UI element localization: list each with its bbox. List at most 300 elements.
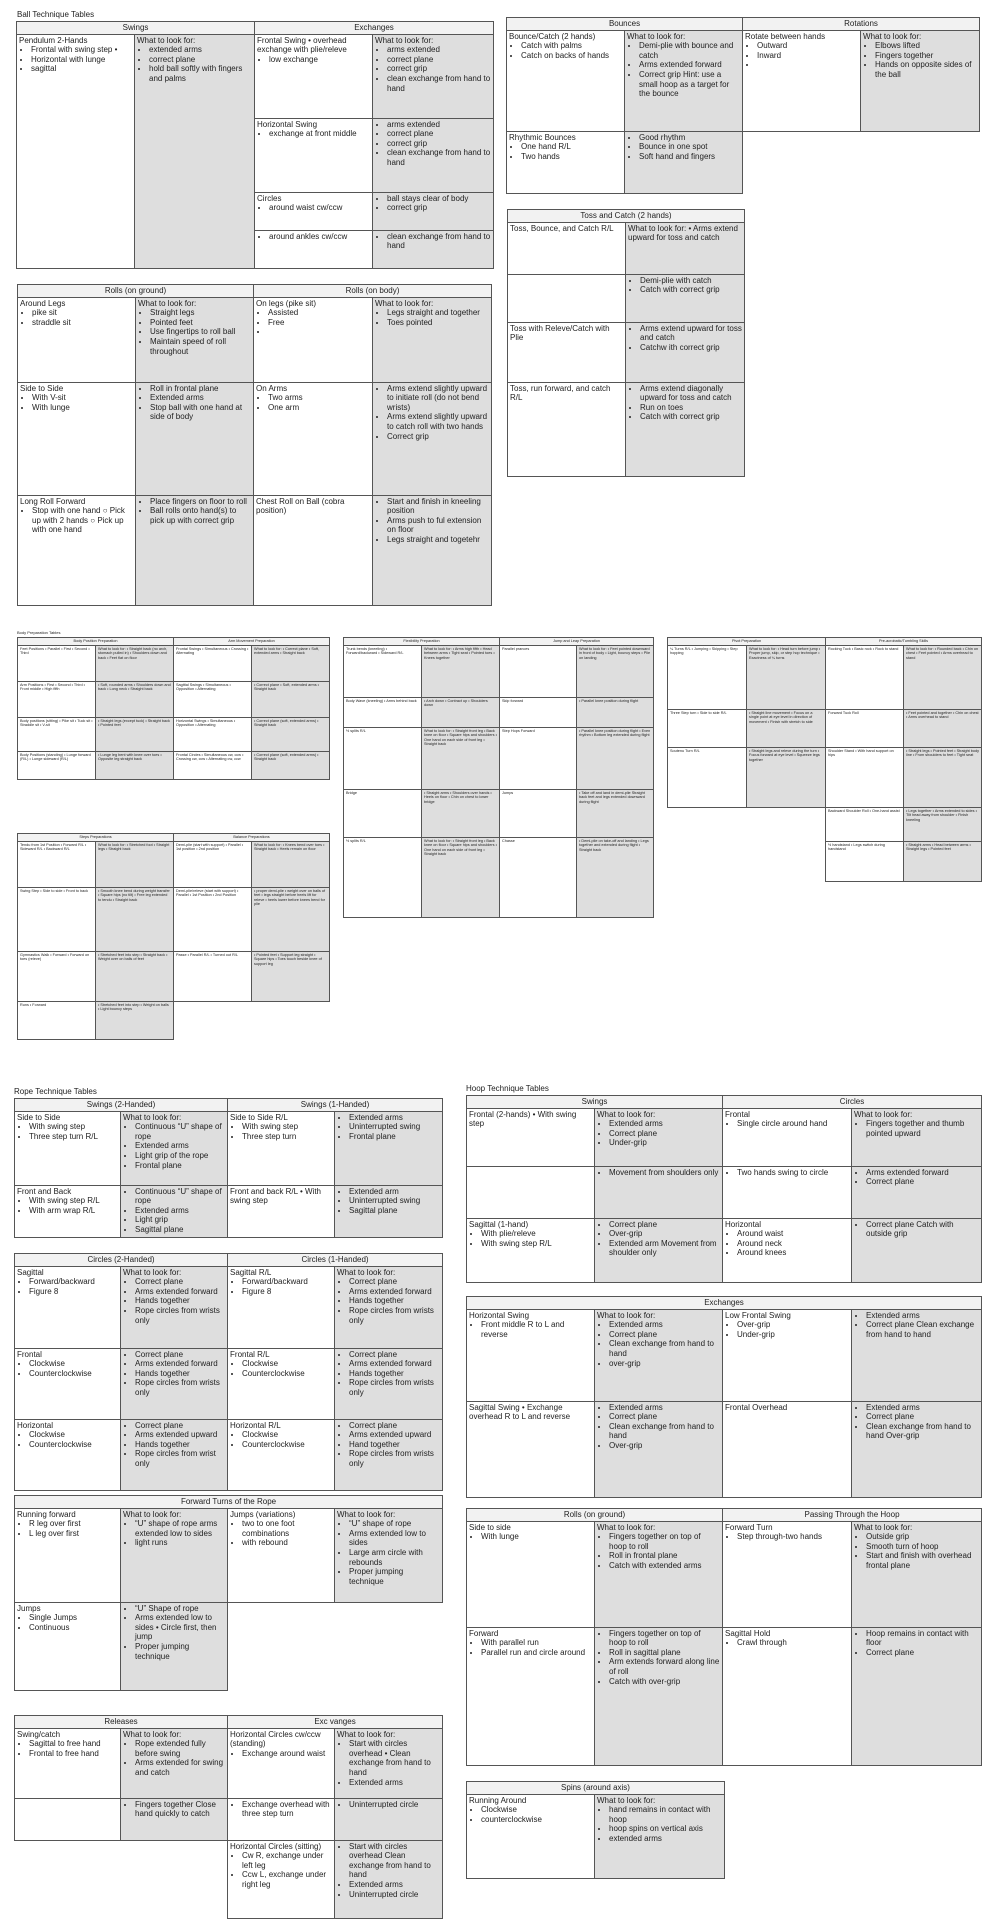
skill-name: On legs (pike sit) (256, 298, 317, 308)
list-item: • Hands together (349, 1296, 440, 1306)
skill-list (256, 308, 370, 337)
look-heading: What to look for: (597, 1310, 656, 1320)
list-item: • Rope circles from wrist only (135, 1449, 225, 1468)
skill-cell (15, 1798, 121, 1840)
skill-list (17, 1277, 118, 1296)
list-item: • Light grip of the rope (135, 1151, 225, 1161)
skill-name: Front and back R/L • With swing step (230, 1186, 321, 1206)
skill-cell (15, 1508, 121, 1602)
table-header: Swings (467, 1096, 723, 1109)
look-cell (121, 1266, 228, 1348)
look-cell (335, 1728, 443, 1798)
skill-cell (18, 382, 136, 495)
flex-jump-table (343, 637, 654, 918)
list-item: • Stop with one hand ○ Pick up with 2 hands ○ Pick up with one hand (32, 506, 133, 535)
skill-cell: Body positions (sitting) • Pike sit • Tuck sit • Straddle sit • V-sit (18, 717, 96, 751)
list-item: • Around neck (737, 1239, 849, 1249)
skill-list (469, 1532, 592, 1542)
list-item: • Sagittal plane (349, 1206, 440, 1216)
list-item: • counterclockwise (481, 1815, 592, 1825)
look-heading: What to look for: (627, 31, 686, 41)
look-list (375, 232, 491, 251)
skill-list (257, 203, 370, 213)
list-item: • Extended arms (135, 1141, 225, 1151)
skill-cell: Chasse (500, 837, 577, 917)
skill-cell (254, 382, 373, 495)
skill-name: Rhythmic Bounces (509, 132, 576, 142)
list-item: • Arms extended forward (135, 1359, 225, 1369)
list-item: • Fingers together on top of hoop to roll (609, 1532, 720, 1551)
skill-list (17, 1739, 118, 1758)
list-item: • Hand together (349, 1440, 440, 1450)
list-item: • With swing step R/L (481, 1239, 592, 1249)
skill-name: Frontal (2-hands) • With swing step (469, 1109, 577, 1129)
list-item: • Extended arms (609, 1403, 720, 1413)
list-item: • Arms extend slightly upward to catch roll with two hands (387, 412, 489, 431)
skill-cell: Three Step turn • Side to side R/L (668, 709, 747, 747)
skill-name: Horizontal R/L (230, 1420, 281, 1430)
skill-name: Frontal (17, 1349, 42, 1359)
skill-name: Pendulum 2-Hands (19, 35, 88, 45)
look-list (863, 41, 977, 79)
look-list (337, 1350, 440, 1398)
list-item: • Extended arms (349, 1113, 440, 1123)
look-list (854, 1168, 979, 1187)
skill-name: Running forward (17, 1509, 76, 1519)
list-item: • Clockwise (29, 1359, 118, 1369)
skill-name: Forward (469, 1628, 499, 1638)
list-item: • Large arm circle with rebounds (349, 1548, 440, 1567)
list-item: • Correct grip Hint: use a small hoop as a target for the bounce (639, 70, 740, 99)
body-prep-section-title: Body Preparation Tables (17, 630, 61, 635)
list-item: • With lunge (32, 403, 133, 413)
list-item: • sagittal (31, 64, 132, 74)
skill-cell (254, 495, 373, 605)
table-header: Passing Through the Hoop (723, 1509, 982, 1522)
skill-name: Horizontal Circles (sitting) (230, 1841, 322, 1851)
skill-cell (174, 1001, 252, 1039)
table-header: Arm Movement Preparation (174, 638, 330, 646)
list-item: • Frontal with swing step • (31, 45, 132, 55)
list-item: • Free (268, 318, 370, 328)
hoop-spins-table (466, 1781, 725, 1879)
look-list (337, 1277, 440, 1325)
list-item: • Three step turn R/L (29, 1132, 118, 1142)
list-item: • Maintain speed of roll throughout (150, 337, 251, 356)
list-item: • Correct plane (135, 1277, 225, 1287)
skill-cell (723, 1627, 852, 1765)
look-heading: What to look for: (854, 1522, 913, 1532)
skill-list (17, 1519, 118, 1538)
look-cell (121, 1728, 228, 1798)
hoop-section-title: Hoop Technique Tables (466, 1084, 549, 1093)
skill-cell (467, 1166, 595, 1218)
look-list (123, 1604, 225, 1662)
look-heading: What to look for: (597, 1795, 656, 1805)
skill-list (230, 1430, 332, 1449)
look-list (597, 1629, 720, 1687)
look-cell: • Straight legs (except tuck) • Straight back • Pointed feet (96, 717, 174, 751)
list-item: • Good rhythm (639, 133, 740, 143)
skill-list (469, 1320, 592, 1339)
look-heading: What to look for: (863, 31, 922, 41)
list-item: • Around knees (737, 1248, 849, 1258)
list-item: • Roll in frontal plane (609, 1551, 720, 1561)
skill-name: Horizontal Swing (469, 1310, 530, 1320)
skill-cell: Forward Tuck Roll (826, 709, 904, 747)
skill-cell (228, 1185, 335, 1237)
list-item: • With arm wrap R/L (29, 1206, 118, 1216)
list-item: • Continuous (29, 1623, 118, 1633)
rope-forward-table (14, 1495, 443, 1691)
table-body (344, 645, 654, 917)
table-row (668, 807, 982, 841)
empty-cell (228, 1602, 335, 1690)
list-item: • Hoop remains in contact with floor (866, 1629, 979, 1648)
list-item: • Step through-two hands (737, 1532, 849, 1542)
look-cell (595, 1521, 723, 1627)
list-item: • Figure 8 (242, 1287, 332, 1297)
look-cell (852, 1166, 982, 1218)
list-item: • Legs straight and together (387, 308, 489, 318)
look-list (628, 324, 742, 353)
skill-name: Long Roll Forward (20, 496, 86, 506)
list-item: • arms extended (387, 45, 491, 55)
look-cell: What to look for: • Arms high fifth • Head between arms • Tight seat • Pointed toes • Knees together (422, 645, 500, 697)
look-list (137, 45, 252, 83)
look-cell (625, 30, 743, 131)
ball-section-title: Ball Technique Tables (17, 10, 95, 19)
look-cell (121, 1111, 228, 1185)
list-item: • With parallel run (481, 1638, 592, 1648)
skill-list (17, 1196, 118, 1215)
look-list (628, 276, 742, 295)
list-item: • Elbows lifted (875, 41, 977, 51)
skill-list (230, 1277, 332, 1296)
table-header: Body Position Preparation (18, 638, 174, 646)
look-list (123, 1277, 225, 1325)
list-item: • L leg over first (29, 1529, 118, 1539)
skill-cell: Swing Step • Side to side • Front to back (18, 887, 96, 951)
list-item: • Extended arms (349, 1778, 440, 1788)
skill-cell: Shoulder Stand • With hand support on hips (826, 747, 904, 807)
look-cell: What to look for: • Head turn before jump • Proper jump, skip, or step hop technique • Exactness of ¼ turns (747, 645, 826, 709)
list-item: • Start with circles overhead • Clean exchange from hand to hand (349, 1739, 440, 1777)
list-item: • Clockwise (29, 1430, 118, 1440)
look-cell (136, 495, 254, 605)
look-cell: • Correct plane (soft, extended arms) • Straight back (252, 717, 330, 751)
skill-list (256, 393, 370, 412)
list-item: • Clockwise (242, 1430, 332, 1440)
list-item: • Hands on opposite sides of the ball (875, 60, 977, 79)
look-list (854, 1119, 979, 1138)
skill-cell: Soutenu Turn R/L (668, 747, 747, 807)
ball-swings-table (16, 21, 494, 269)
list-item: • Ball rolls onto hand(s) to pick up with correct grip (150, 506, 251, 525)
list-item: • “U” Shape of rope (135, 1604, 225, 1614)
list-item: • Outside grip (866, 1532, 979, 1542)
look-list (337, 1842, 440, 1900)
list-item: • Extended arms (866, 1403, 979, 1413)
list-item: • With plie/releve (481, 1229, 592, 1239)
look-cell (595, 1309, 723, 1401)
table-row (18, 751, 330, 779)
body-position-table (17, 637, 330, 780)
skill-cell (467, 1401, 595, 1497)
look-list (597, 1805, 722, 1843)
skill-list (725, 1532, 849, 1542)
look-cell (747, 841, 826, 881)
table-row (344, 697, 654, 727)
look-list (854, 1311, 979, 1340)
list-item: • Outward (757, 41, 858, 51)
list-item: • Stop ball with one hand at side of body (150, 403, 251, 422)
look-cell: • Legs together • Arms extended to sides • Tilt head away from shoulder • Finish kneeling (904, 807, 982, 841)
skill-cell (723, 1108, 852, 1166)
skill-name: Side to Side R/L (230, 1112, 288, 1122)
look-list (337, 1800, 440, 1810)
list-item: • clean exchange from hand to hand (387, 74, 491, 93)
skill-list (230, 1359, 332, 1378)
table-row (344, 727, 654, 789)
list-item: • Uninterrupted swing (349, 1122, 440, 1132)
list-item: • two to one foot combinations (242, 1519, 332, 1538)
skill-cell: Parallel prances (500, 645, 577, 697)
list-item: • hoop spins on vertical axis (609, 1824, 722, 1834)
skill-list (469, 1805, 592, 1824)
list-item: • arms extended (387, 120, 491, 130)
list-item: • Correct plane (349, 1350, 440, 1360)
list-item (268, 327, 370, 337)
skill-cell (255, 230, 373, 268)
skill-cell (228, 1266, 335, 1348)
list-item: • Movement from shoulders only (609, 1168, 720, 1178)
list-item: • With V-sit (32, 393, 133, 403)
list-item: • Demi-plie with catch (640, 276, 742, 286)
list-item: • Uninterrupted circle (349, 1800, 440, 1810)
list-item: • Catch on backs of hands (521, 51, 622, 61)
list-item: • Hands together (135, 1369, 225, 1379)
list-item: • Catchw ith correct grip (640, 343, 742, 353)
look-heading: What to look for: (375, 298, 434, 308)
list-item: • Ccw L, exchange under right leg (242, 1870, 332, 1889)
look-list (627, 41, 740, 99)
skill-cell (15, 1348, 121, 1419)
skill-name: Toss, Bounce, and Catch R/L (510, 223, 614, 233)
list-item: • Arms extended forward (349, 1359, 440, 1369)
list-item: • Clockwise (481, 1805, 592, 1815)
table-body (668, 645, 982, 881)
skill-name: Jumps (17, 1603, 41, 1613)
look-cell: What to look for: • Rounded back • Chin on chest • Feet pointed • Arms overhead to stand (904, 645, 982, 709)
list-item: • Bounce in one spot (639, 142, 740, 152)
skill-name: Jumps (variations) (230, 1509, 296, 1519)
look-heading: What to look for: (854, 1109, 913, 1119)
list-item: • clean exchange from hand to hand (387, 148, 491, 167)
list-item: • Continuous “U” shape of rope (135, 1122, 225, 1141)
skill-name: Frontal Swing • overhead exchange with plie/releve (257, 35, 347, 55)
look-heading: What to look for: • Arms extend upward for toss and catch (628, 223, 738, 243)
table-header: Releases (15, 1716, 228, 1729)
look-cell (373, 34, 494, 118)
list-item: • Catch with over-grip (609, 1677, 720, 1687)
look-cell (373, 230, 494, 268)
look-list (375, 497, 489, 545)
look-heading: What to look for: (337, 1729, 396, 1739)
skill-cell: Backward Shoulder Roll • One-hand assist (826, 807, 904, 841)
look-cell (852, 1218, 982, 1282)
skill-cell: Demi-plie (start with support) • Parallel • 1st position • 2nd position (174, 841, 252, 887)
look-cell (595, 1108, 723, 1166)
look-cell (252, 1001, 330, 1039)
skill-list (257, 129, 370, 139)
skill-cell: Runs • Forward (18, 1001, 96, 1039)
look-cell: • Stretched feet into step • Weight on balls • Light bouncy steps (96, 1001, 174, 1039)
skill-cell (507, 131, 625, 193)
list-item: • Counterclockwise (29, 1440, 118, 1450)
skill-name: Circles (257, 193, 282, 203)
skill-cell (723, 1166, 852, 1218)
look-list (138, 308, 251, 356)
hoop-swings-table (466, 1095, 982, 1283)
list-item: • Front middle R to L and reverse (481, 1320, 592, 1339)
list-item: • Two hands swing to circle (737, 1168, 849, 1178)
list-item: • Correct grip (387, 432, 489, 442)
list-item: • With swing step R/L (29, 1196, 118, 1206)
list-item: • Arms extend diagonally upward for toss and catch (640, 384, 742, 403)
list-item: • Hands together (135, 1440, 225, 1450)
skill-cell (668, 807, 747, 841)
look-cell (136, 297, 254, 382)
list-item: • Single Jumps (29, 1613, 118, 1623)
look-heading: What to look for: (123, 1267, 182, 1277)
hoop-rolls-table (466, 1508, 982, 1766)
list-item: • Correct plane (609, 1129, 720, 1139)
list-item: • Light grip (135, 1215, 225, 1225)
look-list (123, 1739, 225, 1777)
rope-circles-table (14, 1253, 443, 1491)
list-item: • low exchange (269, 55, 370, 65)
look-cell (121, 1798, 228, 1840)
look-cell (852, 1521, 982, 1627)
list-item: • hold ball softly with fingers and palms (149, 64, 252, 83)
look-cell (595, 1401, 723, 1497)
skill-list (725, 1229, 849, 1258)
list-item: • correct grip (387, 64, 491, 74)
list-item: • Under-grip (609, 1138, 720, 1148)
look-cell: What to look for: • Straight front leg • Back knee on floor • Square hips and shoulders • One hand on each side of front leg • Straight back (422, 837, 500, 917)
ball-rolls-table (17, 284, 492, 606)
skill-cell (723, 1218, 852, 1282)
list-item: • Two hands (521, 152, 622, 162)
list-item: • Horizontal with lunge (31, 55, 132, 65)
look-cell: • Stretched feet into step • Straight back • Weight over on balls of feet (96, 951, 174, 1001)
skill-cell (508, 274, 626, 322)
list-item: • Forward/backward (29, 1277, 118, 1287)
table-header: Circles (1-Handed) (228, 1254, 443, 1267)
list-item: • Run on toes (640, 403, 742, 413)
table-row (18, 1001, 330, 1039)
list-item: • Over-grip (609, 1229, 720, 1239)
list-item: • Proper jumping technique (135, 1642, 225, 1661)
skill-cell: Horizontal Swings • Simultaneous • Opposition • Alternating (174, 717, 252, 751)
skill-list (509, 41, 622, 60)
list-item: • Legs straight and togetehr (387, 535, 489, 545)
look-cell: What to look for: • Stretched foot • Straight legs • Straight back (96, 841, 174, 887)
list-item: • correct plane (387, 129, 491, 139)
skill-list (725, 1638, 849, 1648)
list-item: • Forward/backward (242, 1277, 332, 1287)
look-list (337, 1519, 440, 1586)
list-item: • Correct plane (349, 1277, 440, 1287)
list-item: • Extended arms (866, 1311, 979, 1321)
table-header: Exchanges (255, 22, 494, 35)
empty-cell (121, 1840, 228, 1918)
skill-name: Horizontal (725, 1219, 762, 1229)
look-list (628, 384, 742, 422)
table-row (18, 717, 330, 751)
look-cell: • Correct plane • Soft, extended arms • Straight back (252, 681, 330, 717)
table-row (344, 789, 654, 837)
look-cell: • Straight arms • Head between arms • Straight legs • Pointed feet (904, 841, 982, 881)
look-cell: • Straight legs and releve during the turn • Focus forward at eye level • Squeeze legs together (747, 747, 826, 807)
list-item: • Catch with palms (521, 41, 622, 51)
skill-cell: ¼ Turns R/L • Jumping • Skipping • Step hopping (668, 645, 747, 709)
skill-cell: Arm Positions • First • Second • Third • Front middle • High fifth (18, 681, 96, 717)
skill-cell (508, 322, 626, 382)
rope-section-title: Rope Technique Tables (14, 1087, 97, 1096)
look-cell (626, 382, 745, 476)
skill-cell: Skip forward (500, 697, 577, 727)
list-item: • Clean exchange from hand to hand Over-grip (866, 1422, 979, 1441)
look-cell: • Correct plane (soft, extended arms) • Straight back (252, 751, 330, 779)
list-item: • Correct plane (609, 1220, 720, 1230)
list-item: • Straight legs (150, 308, 251, 318)
list-item: • pike sit (32, 308, 133, 318)
skill-name: Horizontal (17, 1420, 54, 1430)
list-item: • extended arms (609, 1834, 722, 1844)
skill-cell (228, 1419, 335, 1490)
skill-list (257, 55, 370, 65)
list-item: • Correct plane (609, 1412, 720, 1422)
skill-name: Frontal R/L (230, 1349, 270, 1359)
skill-list (230, 1122, 332, 1141)
list-item: • Start and finish in kneeling position (387, 497, 489, 516)
look-cell (335, 1840, 443, 1918)
list-item: • Correct plane (609, 1330, 720, 1340)
skill-name: Frontal (725, 1109, 750, 1119)
skill-name: Toss with Releve/Catch with Plie (510, 323, 610, 343)
skill-cell (254, 297, 373, 382)
list-item: • Arms extend slightly upward to initiate roll (do not bend wrists) (387, 384, 489, 413)
table-header: Circles (723, 1096, 982, 1109)
list-item: • Uninterrupted swing (349, 1196, 440, 1206)
skill-name: Swing/catch (17, 1729, 61, 1739)
look-heading: What to look for: (123, 1509, 182, 1519)
skill-name: Front and Back (17, 1186, 72, 1196)
look-list (597, 1320, 720, 1368)
look-list (337, 1187, 440, 1216)
skill-cell (15, 1419, 121, 1490)
look-heading: What to look for: (123, 1729, 182, 1739)
empty-cell (743, 131, 861, 193)
skill-name: On Arms (256, 383, 288, 393)
look-list (627, 133, 740, 162)
list-item: • Clean exchange from hand to hand (609, 1422, 720, 1441)
list-item: • Start and finish with overhead frontal plane (866, 1551, 979, 1570)
look-list (337, 1421, 440, 1469)
look-list (123, 1187, 225, 1235)
